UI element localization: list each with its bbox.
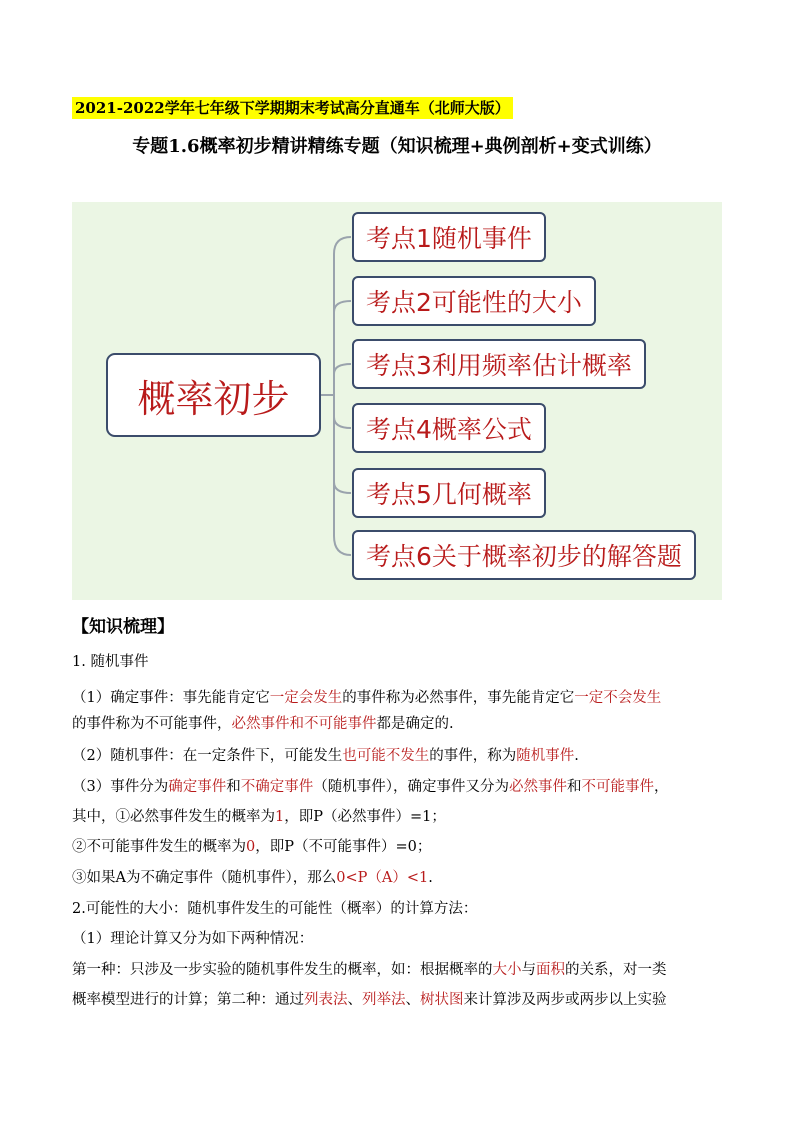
highlight-span: 0 [246, 839, 256, 855]
branch-topic-4: 考点4概率公式 [352, 403, 546, 453]
highlight-span: 也可能不发生 [342, 748, 430, 764]
text-span: 概率模型进行的计算；第二种：通过 [72, 992, 304, 1008]
section-heading: 【知识梳理】 [72, 617, 174, 637]
text-span: ，即 [284, 809, 314, 825]
branch-topic-3: 考点3利用频率估计概率 [352, 339, 646, 389]
highlight-span: 不确定事件 [240, 779, 314, 795]
text-span: （3）事件分为 [72, 779, 169, 795]
text-span: P（必然事件）=1 [313, 809, 432, 825]
highlight-span: 树状图 [420, 992, 464, 1008]
text-span: 和 [226, 779, 241, 795]
text-span: . [428, 870, 433, 886]
text-line-9 [72, 927, 313, 951]
text-span: ③如果A为不确定事件（随机事件），那么 [72, 870, 337, 886]
text-span: 与 [521, 962, 536, 978]
connector-b4 [334, 417, 351, 428]
highlight-span: 列举法 [362, 992, 406, 1008]
text-line-2 [72, 712, 454, 736]
text-span: 、 [347, 992, 362, 1008]
text-span: 都是确定的. [376, 716, 454, 732]
text-span: （2）随机事件：在一定条件下，可能发生 [72, 748, 343, 764]
text-line-6 [72, 835, 431, 859]
text-span: 2.可能性的大小：随机事件发生的可能性（概率）的计算方法： [72, 901, 478, 917]
item-1-heading: 1. 随机事件 [72, 654, 149, 670]
branch-topic-6: 考点6关于概率初步的解答题 [352, 530, 696, 580]
highlight-span: 确定事件 [168, 779, 227, 795]
connector-spine [334, 237, 351, 555]
text-line-4 [72, 775, 668, 799]
text-span: 和 [566, 779, 582, 795]
highlight-span: 必然事件和不可能事件 [231, 716, 377, 732]
series-label: 2021-2022学年七年级下学期期末考试高分直通车（北师大版） [72, 97, 513, 119]
text-span: . [574, 748, 579, 764]
text-span: ； [416, 839, 432, 855]
highlight-span: 一定会发生 [269, 690, 343, 706]
branch-topic-2: 考点2可能性的大小 [352, 276, 596, 326]
branch-topic-1: 考点1随机事件 [352, 212, 546, 262]
text-span: （随机事件），确定事件又分为 [313, 779, 509, 795]
highlight-span: 0<P（A）<1 [336, 870, 429, 886]
text-span: ； [431, 809, 446, 825]
highlight-span: 不可能事件 [581, 779, 654, 795]
highlight-span: 1 [275, 809, 285, 825]
text-span: 来计算涉及两步或两步以上实验 [463, 992, 667, 1008]
mind-map-root: 概率初步 [106, 353, 321, 437]
highlight-span: 列表法 [304, 992, 348, 1008]
connector-b5 [334, 482, 351, 493]
text-line-11 [72, 988, 667, 1012]
connector-b2 [334, 301, 351, 312]
highlight-span: 必然事件 [508, 779, 567, 795]
text-span: 的事件，称为 [429, 748, 517, 764]
text-span: ②不可能事件发生的概率为 [72, 839, 246, 855]
text-span: 的事件称为必然事件，事先能肯定它 [342, 690, 575, 706]
connector-b3 [334, 364, 351, 374]
text-span: （1）理论计算又分为如下两种情况： [72, 931, 314, 947]
branch-topic-5: 考点5几何概率 [352, 468, 546, 518]
highlight-span: 大小 [492, 962, 522, 978]
text-span: 的关系，对一类 [565, 962, 667, 978]
text-span: P（不可能事件）=0 [284, 839, 417, 855]
text-span: （1）确定事件：事先能肯定它 [72, 690, 270, 706]
text-span: ，即 [255, 839, 285, 855]
text-line-1 [72, 686, 661, 710]
text-span: 其中，①必然事件发生的概率为 [72, 809, 275, 825]
text-line-5 [72, 805, 446, 829]
text-span: 第一种：只涉及一步实验的随机事件发生的概率，如：根据概率的 [72, 962, 493, 978]
text-line-10 [72, 958, 667, 982]
text-line-3 [72, 744, 579, 768]
highlight-span: 一定不会发生 [574, 690, 662, 706]
text-line-7 [72, 866, 433, 890]
text-span: 、 [405, 992, 420, 1008]
text-span: ， [653, 779, 669, 795]
page-title: 专题1.6概率初步精讲精练专题（知识梳理+典例剖析+变式训练） [132, 136, 662, 157]
highlight-span: 面积 [536, 962, 565, 978]
highlight-span: 随机事件 [516, 748, 575, 764]
text-line-8 [72, 897, 477, 921]
mind-map [72, 202, 722, 600]
text-span: 的事件称为不可能事件， [72, 716, 232, 732]
